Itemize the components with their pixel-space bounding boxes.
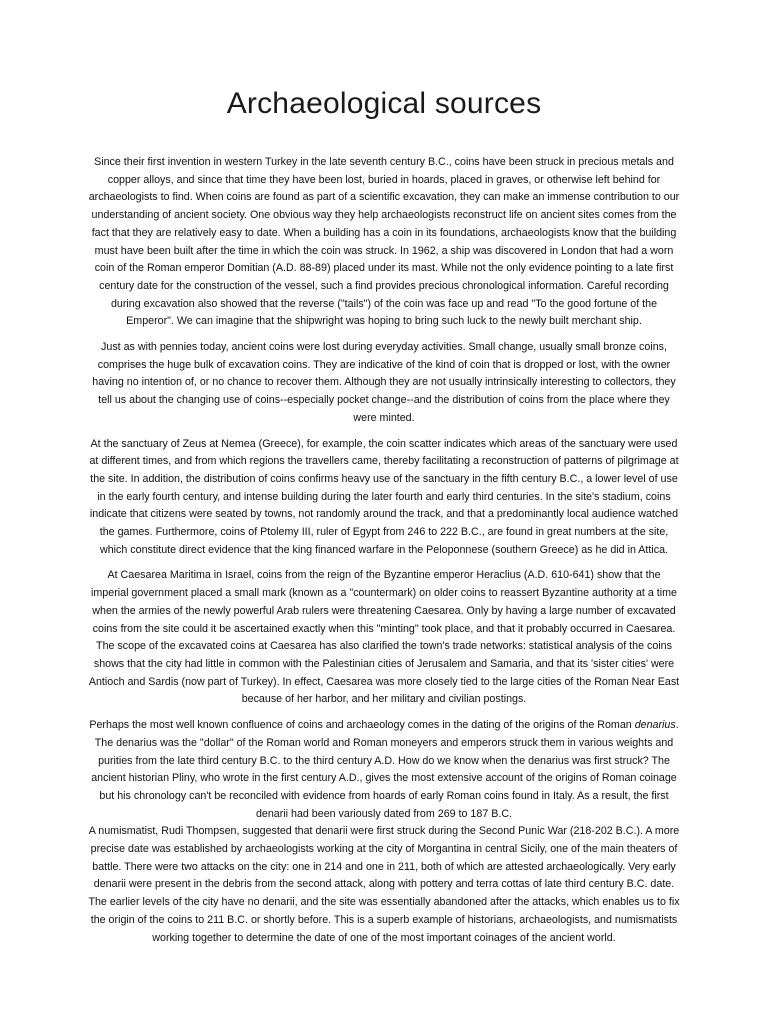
document-body (88, 154, 680, 947)
paragraph-caesarea: At Caesarea Maritima in Israel, coins from the reign of the Byzantine emperor Heraclius (A.D. 610-641) show that the imperial government placed a small mark (known as a "countermark) on older coins to reassert Byzantine authority at a time when the armies of the newly powerful Arab rulers were threatening Caesarea. Only by having a large number of excavated coins from the site could it be ascertained exactly when this "minting" took place, and that it probably occurred in Caesarea. The scope of the excavated coins at Caesarea has also clarified the town's trade networks: statistical analysis of the coins shows that the city had little in common with the Palestinian cities of Jerusalem and Samaria, and that its 'sister cities' were Antioch and Sardis (now part of Turkey). In effect, Caesarea was more closely tied to the large cities of the Roman Near East because of her harbor, and her military and civilian postings. (88, 569, 680, 706)
paragraph-coins-introduction: Since their first invention in western Turkey in the late seventh century B.C., coins have been struck in precious metals and copper alloys, and since that time they have been lost, buried in hoards, placed in graves, or otherwise left behind for archaeologists to find. When coins are found as part of a scientific excavation, they can make an immense contribution to our understanding of ancient society. One obvious way they help archaeologists reconstruct life on ancient sites comes from the fact that they are relatively easy to date. When a building has a coin in its foundations, archaeologists know that the building must have been built after the time in which the coin was struck. In 1962, a ship was discovered in London that had a worn coin of the Roman emperor Domitian (A.D. 88-89) placed under its mast. While not the only evidence pointing to a late first century date for the construction of the vessel, such a find provides precious chronological information. Careful recording during excavation also showed that the reverse ("tails") of the coin was face up and read "To the good fortune of the Emperor". We can imagine that the shipwright was hoping to bring such luck to the newly built merchant ship. (88, 156, 680, 328)
page-title: Archaeological sources (226, 87, 542, 120)
denarius-text-before: Perhaps the most well known confluence of coins and archaeology comes in the dating of the origins of the Roman (89, 719, 635, 732)
denarius-text-after: . The denarius was the "dollar" of the Roman world and Roman moneyers and emperors struck them in various weights and purities from the late third century B.C. to the third century A.D. How do we know when the denarius was first struck? The ancient historian Pliny, who wrote in the first century A.D., gives the most extensive account of the origins of Roman coinage but his chronology can't be reconciled with evidence from hoards of early Roman coins found in Italy. As a result, the first denarii had been variously dated from 269 to 187 B.C. (91, 719, 679, 820)
paragraph-denarius (88, 717, 680, 823)
paragraph-small-change: Just as with pennies today, ancient coins were lost during everyday activities. Small change, usually small bronze coins, comprises the huge bulk of excavation coins. They are indicative of the kind of coin that is dropped or lost, with the owner having no intention of, or no chance to recover them. Although they are not usually intrinsically interesting to collectors, they tell us about the changing use of coins--especially pocket change--and the distribution of coins from the place where they were minted. (92, 341, 676, 424)
paragraph-nemea: At the sanctuary of Zeus at Nemea (Greece), for example, the coin scatter indicates which areas of the sanctuary were used at different times, and from which regions the travellers came, thereby facilitating a reconstruction of patterns of pilgrimage at the site. In addition, the distribution of coins confirms heavy use of the sanctuary in the fifth century B.C., a lower level of use in the early fourth century, and intense building during the later fourth and early third centuries. In the site's stadium, coins indicate that citizens were seated by towns, not randomly around the track, and that a predominantly local audience watched the games. Furthermore, coins of Ptolemy III, ruler of Egypt from 246 to 222 B.C., are found in great numbers at the site, which constitute direct evidence that the king financed warfare in the Peloponnese (southern Greece) as he did in Attica. (89, 437, 679, 556)
denarius-italic-term: denarius (634, 719, 676, 732)
paragraph-morgantina: A numismatist, Rudi Thompsen, suggested that denarii were first struck during the Second Punic War (218-202 B.C.). A more precise date was established by archaeologists working at the city of Morgantina in central Sicily, one of the main theaters of battle. There were two attacks on the city: one in 214 and one in 211, both of which are attested archaeologically. Very early denarii were present in the debris from the second attack, along with pottery and terra cottas of late third century B.C. date. The earlier levels of the city have no denarii, and the site was essentially abandoned after the attacks, which enables us to fix the origin of the coins to 211 B.C. or shortly before. This is a superb example of historians, archaeologists, and numismatists working together to determine the date of one of the most important coinages of the ancient world. (88, 825, 680, 944)
document-page (88, 0, 680, 947)
